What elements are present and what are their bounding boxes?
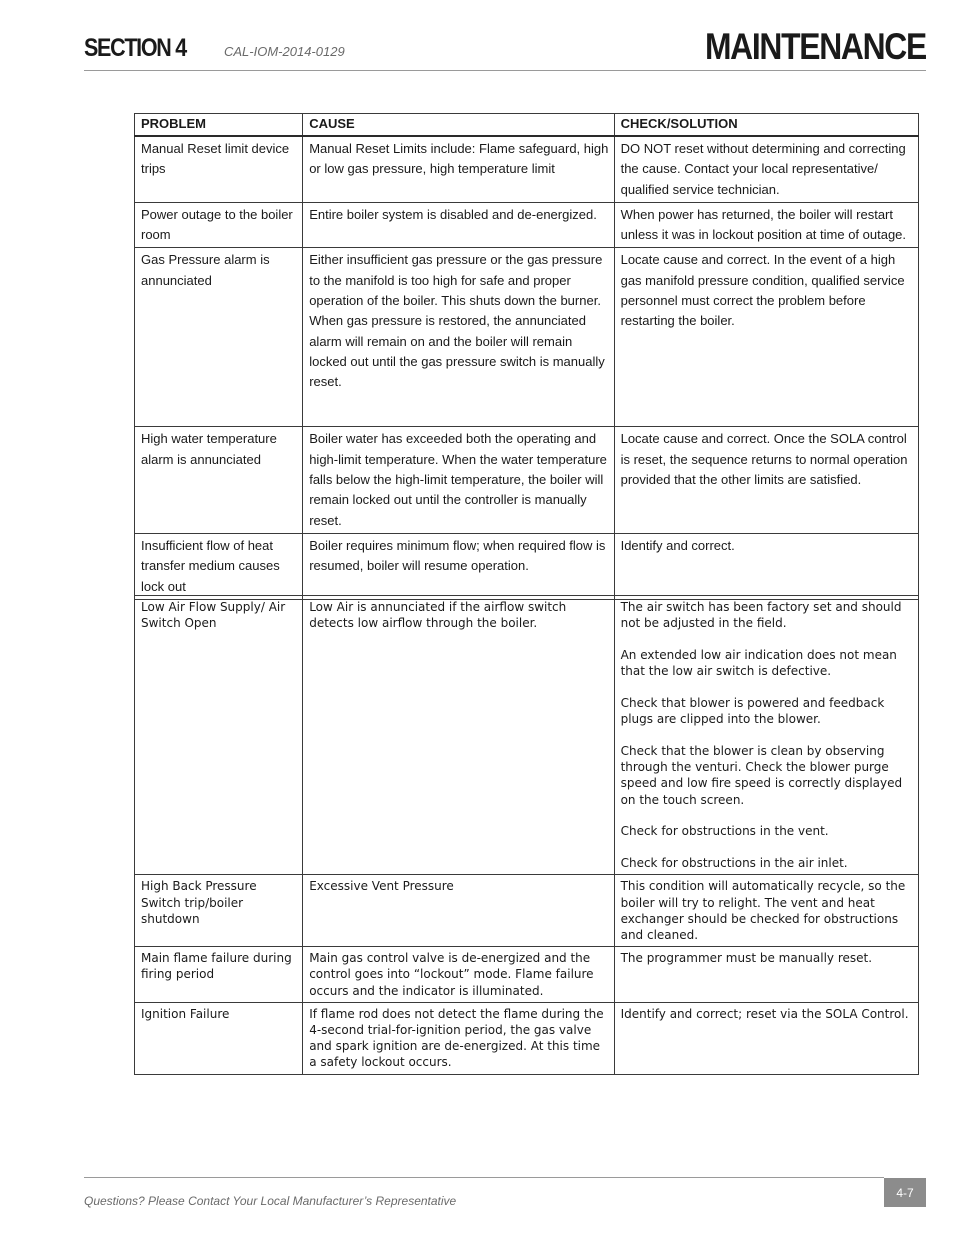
table-row [135, 136, 919, 202]
table-header-row [135, 114, 919, 137]
solution-cell: When power has returned, the boiler will restart unless it was in lockout position at time of outage. [614, 202, 918, 248]
cause-cell: Entire boiler system is disabled and de-energized. [303, 202, 614, 248]
solution-cell: Identify and correct; reset via the SOLA Control. [614, 1002, 918, 1074]
troubleshooting-table-1 [134, 113, 919, 600]
table-row [135, 533, 919, 599]
solution-paragraph: Check that the blower is clean by observing through the venturi. Check the blower purge speed and low fire speed is correctly displayed on the touch screen. [620, 744, 903, 807]
column-header-cause: CAUSE [303, 114, 614, 137]
problem-cell: High Back Pressure Switch trip/boiler shutdown [135, 875, 303, 947]
page-header [84, 24, 926, 71]
page-number-badge: 4-7 [884, 1178, 926, 1207]
solution-cell: The programmer must be manually reset. [614, 947, 918, 1003]
problem-cell: Insufficient flow of heat transfer medium causes lock out [135, 533, 303, 599]
solution-cell: DO NOT reset without determining and correcting the cause. Contact your local representative/ qualified service technician. [614, 136, 918, 202]
table-row [135, 875, 919, 947]
column-header-problem: PROBLEM [135, 114, 303, 137]
footer-divider [84, 1177, 884, 1178]
solution-cell: Locate cause and correct. In the event of a high gas manifold pressure condition, qualified service personnel must correct the problem before restarting the boiler. [614, 248, 918, 427]
cause-cell: Excessive Vent Pressure [303, 875, 614, 947]
solution-paragraph: An extended low air indication does not mean that the low air switch is defective. [620, 648, 897, 679]
solution-cell [614, 596, 918, 875]
solution-cell: Identify and correct. [614, 533, 918, 599]
solution-paragraph: The air switch has been factory set and should not be adjusted in the field. [620, 600, 902, 631]
table-row [135, 596, 919, 875]
document-code: CAL-IOM-2014-0129 [224, 44, 345, 59]
table-row [135, 1002, 919, 1074]
table-row [135, 947, 919, 1003]
cause-cell: If flame rod does not detect the flame during the 4-second trial-for-ignition period, the gas valve and spark ignition are de-energized. At this time a safety lockout occurs. [303, 1002, 614, 1074]
solution-paragraph: Check for obstructions in the air inlet. [620, 856, 848, 871]
page-title: MAINTENANCE [705, 26, 926, 67]
section-label: SECTION 4 [84, 34, 186, 62]
cause-cell: Main gas control valve is de-energized and the control goes into “lockout” mode. Flame failure occurs and the indicator is illuminated. [303, 947, 614, 1003]
table-row [135, 248, 919, 427]
table-row [135, 427, 919, 533]
problem-cell: High water temperature alarm is annunciated [135, 427, 303, 533]
cause-cell: Boiler water has exceeded both the operating and high-limit temperature. When the water temperature falls below the high-limit temperature, the boiler will remain locked out until the controller is manually reset. [303, 427, 614, 533]
problem-cell: Ignition Failure [135, 1002, 303, 1074]
solution-paragraph: Check for obstructions in the vent. [620, 824, 829, 839]
troubleshooting-table-2 [134, 595, 919, 1075]
footer-contact-text: Questions? Please Contact Your Local Manufacturer’s Representative [84, 1194, 457, 1208]
cause-cell: Boiler requires minimum flow; when required flow is resumed, boiler will resume operation. [303, 533, 614, 599]
column-header-solution: CHECK/SOLUTION [614, 114, 918, 137]
cause-cell: Manual Reset Limits include: Flame safeguard, high or low gas pressure, high temperature limit [303, 136, 614, 202]
problem-cell: Gas Pressure alarm is annunciated [135, 248, 303, 427]
solution-cell: This condition will automatically recycle, so the boiler will try to relight. The vent and heat exchanger should be checked for obstructions and cleaned. [614, 875, 918, 947]
problem-cell: Manual Reset limit device trips [135, 136, 303, 202]
cause-cell: Either insufficient gas pressure or the gas pressure to the manifold is too high for safe and proper operation of the boiler. This shuts down the burner. When gas pressure is restored, the annunciated alarm will remain on and the boiler will remain locked out until the gas pressure switch is manually reset. [303, 248, 614, 427]
cause-cell: Low Air is annunciated if the airflow switch detects low airflow through the boiler. [303, 596, 614, 875]
table-row [135, 202, 919, 248]
problem-cell: Power outage to the boiler room [135, 202, 303, 248]
solution-cell: Locate cause and correct. Once the SOLA control is reset, the sequence returns to normal operation provided that the other limits are satisfied. [614, 427, 918, 533]
problem-cell: Low Air Flow Supply/ Air Switch Open [135, 596, 303, 875]
solution-paragraph: Check that blower is powered and feedback plugs are clipped into the blower. [620, 696, 885, 727]
problem-cell: Main flame failure during firing period [135, 947, 303, 1003]
